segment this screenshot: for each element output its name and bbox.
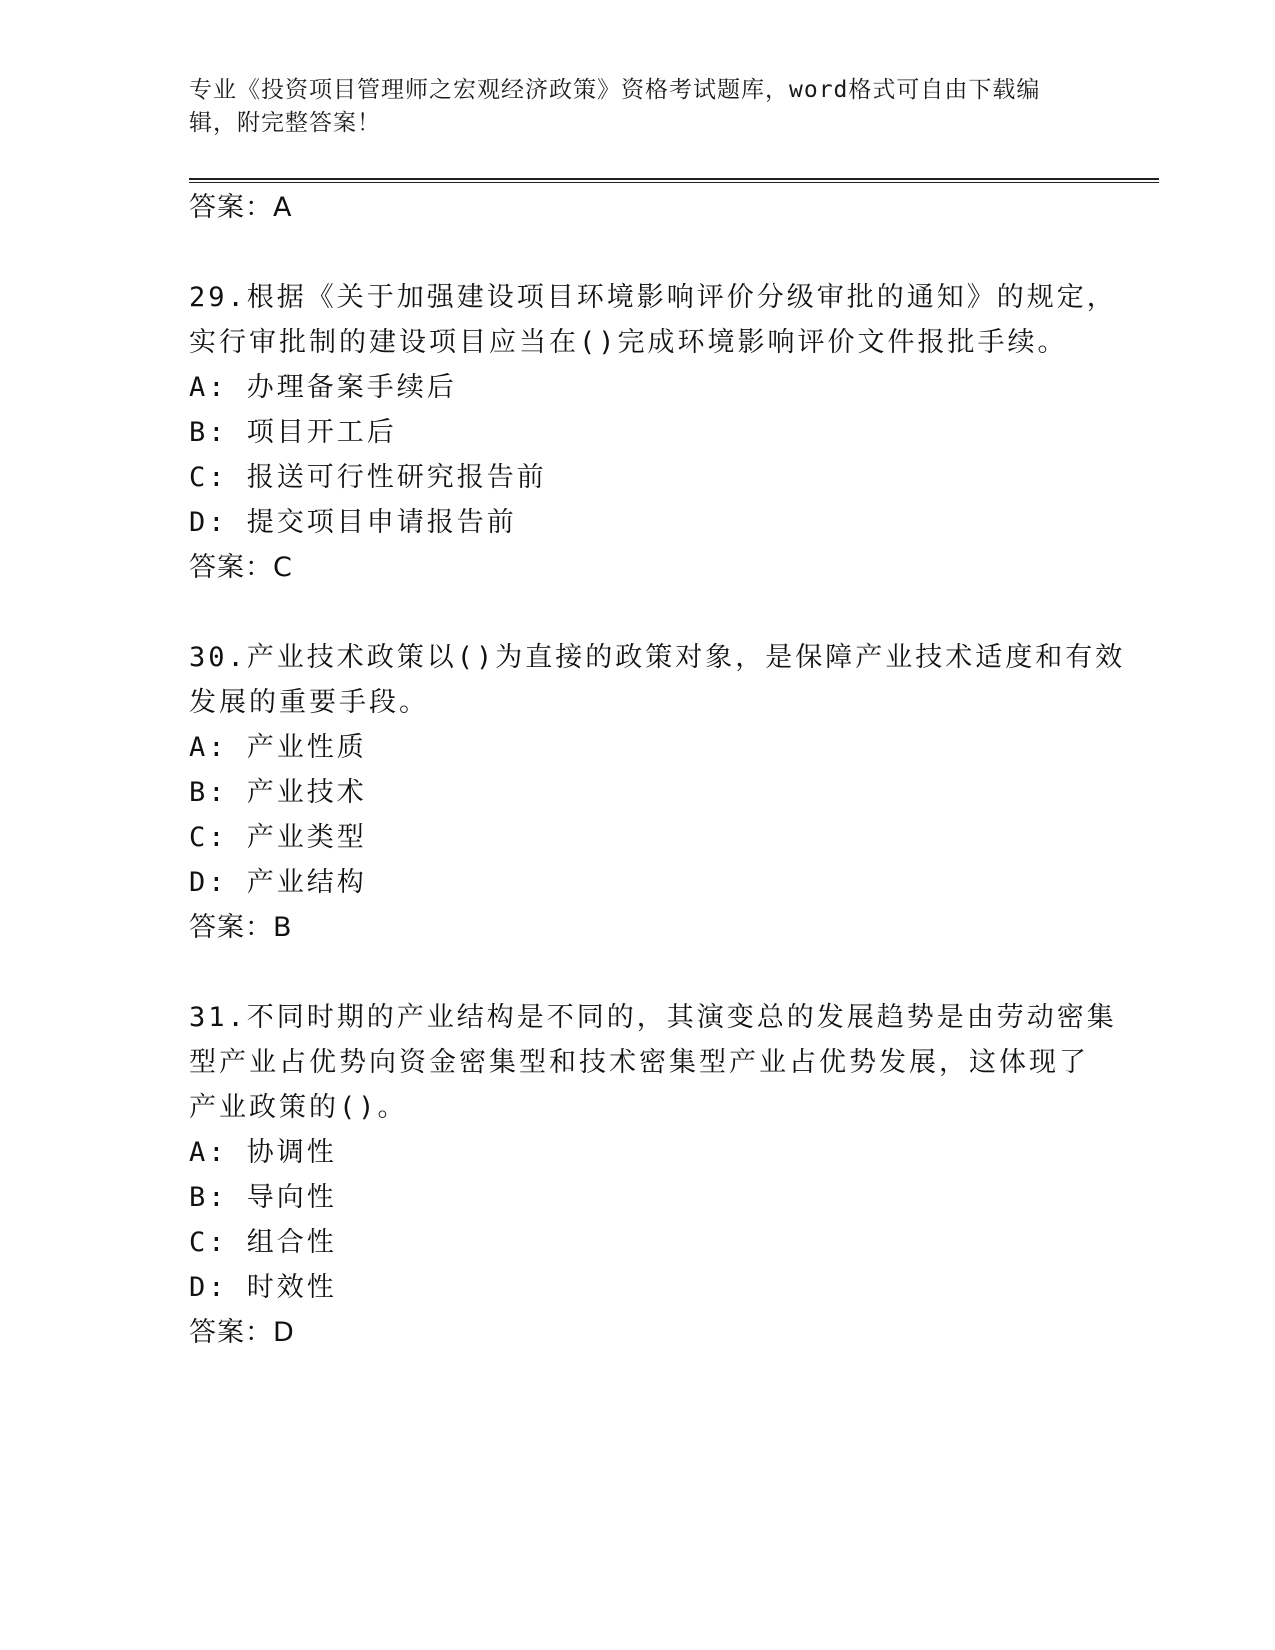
header-divider [189, 178, 1159, 183]
question-29-answer: 答案：C [189, 552, 293, 583]
question-31-option-a: A: 协调性 [189, 1137, 337, 1168]
question-30-stem-line-1: 30.产业技术政策以()为直接的政策对象，是保障产业技术适度和有效 [189, 642, 1126, 673]
question-29-option-b: B: 项目开工后 [189, 417, 397, 448]
question-30-answer: 答案：B [189, 912, 293, 943]
question-29-option-a: A: 办理备案手续后 [189, 372, 457, 403]
question-31-option-d: D: 时效性 [189, 1272, 337, 1303]
question-30-option-a: A: 产业性质 [189, 732, 367, 763]
question-30-option-d: D: 产业结构 [189, 867, 367, 898]
question-31-stem-line-2: 型产业占优势向资金密集型和技术密集型产业占优势发展，这体现了 [189, 1047, 1089, 1078]
question-29-stem-line-1: 29.根据《关于加强建设项目环境影响评价分级审批的通知》的规定， [189, 282, 1117, 313]
question-31-stem-line-3: 产业政策的()。 [189, 1092, 408, 1123]
question-31-option-c: C: 组合性 [189, 1227, 337, 1258]
previous-answer: 答案：A [189, 192, 293, 223]
question-30-option-b: B: 产业技术 [189, 777, 367, 808]
page-header: 专业《投资项目管理师之宏观经济政策》资格考试题库，word格式可自由下载编辑，附完整答案！ [189, 77, 1041, 136]
question-29-stem-line-2: 实行审批制的建设项目应当在()完成环境影响评价文件报批手续。 [189, 327, 1068, 358]
question-30-option-c: C: 产业类型 [189, 822, 367, 853]
question-29-option-c: C: 报送可行性研究报告前 [189, 462, 547, 493]
question-29-option-d: D: 提交项目申请报告前 [189, 507, 517, 538]
question-31-answer: 答案：D [189, 1317, 295, 1348]
question-30-stem-line-2: 发展的重要手段。 [189, 687, 429, 718]
question-31-option-b: B: 导向性 [189, 1182, 337, 1213]
question-31-stem-line-1: 31.不同时期的产业结构是不同的，其演变总的发展趋势是由劳动密集 [189, 1002, 1117, 1033]
